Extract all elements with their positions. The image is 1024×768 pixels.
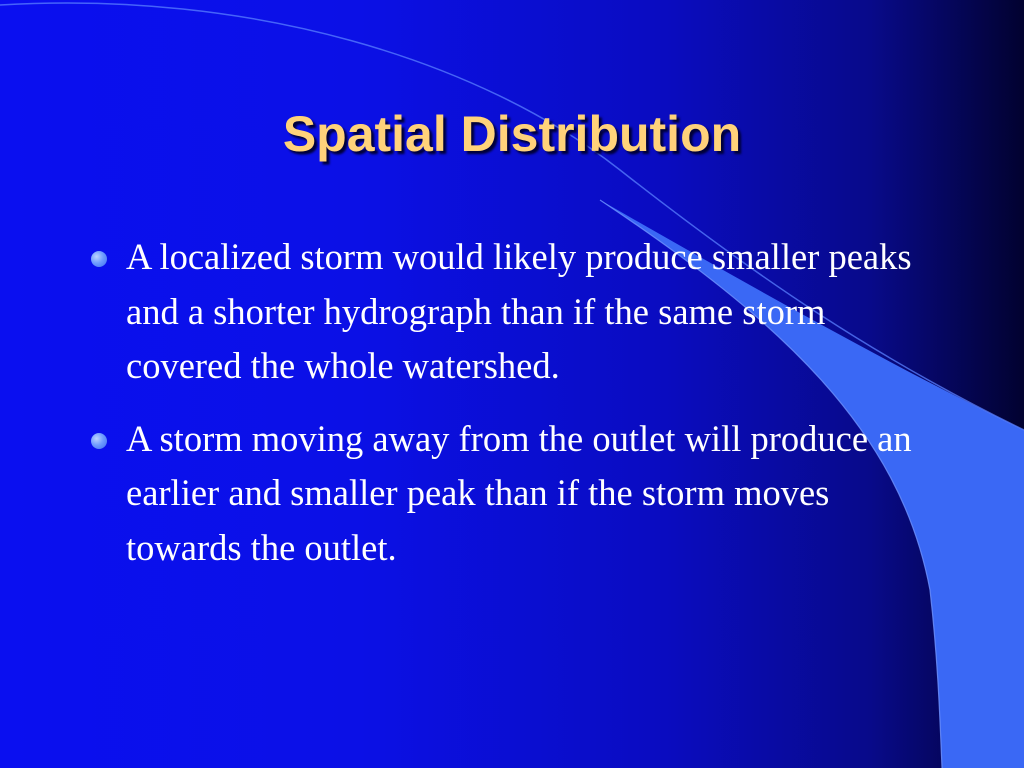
bullet-dot-icon [91, 433, 107, 449]
bullet-text: A storm moving away from the outlet will produce an earlier and smaller peak than if the storm moves towards the outlet. [126, 417, 912, 568]
slide-title: Spatial Distribution [282, 106, 742, 162]
bullet-dot-icon [91, 251, 107, 267]
bullet-text: A localized storm would likely produce smaller peaks and a shorter hydrograph than if the same storm covered the whole watershed. [126, 236, 912, 386]
bullet-item [88, 230, 948, 394]
bullet-list [88, 230, 948, 593]
bullet-item [88, 412, 948, 576]
